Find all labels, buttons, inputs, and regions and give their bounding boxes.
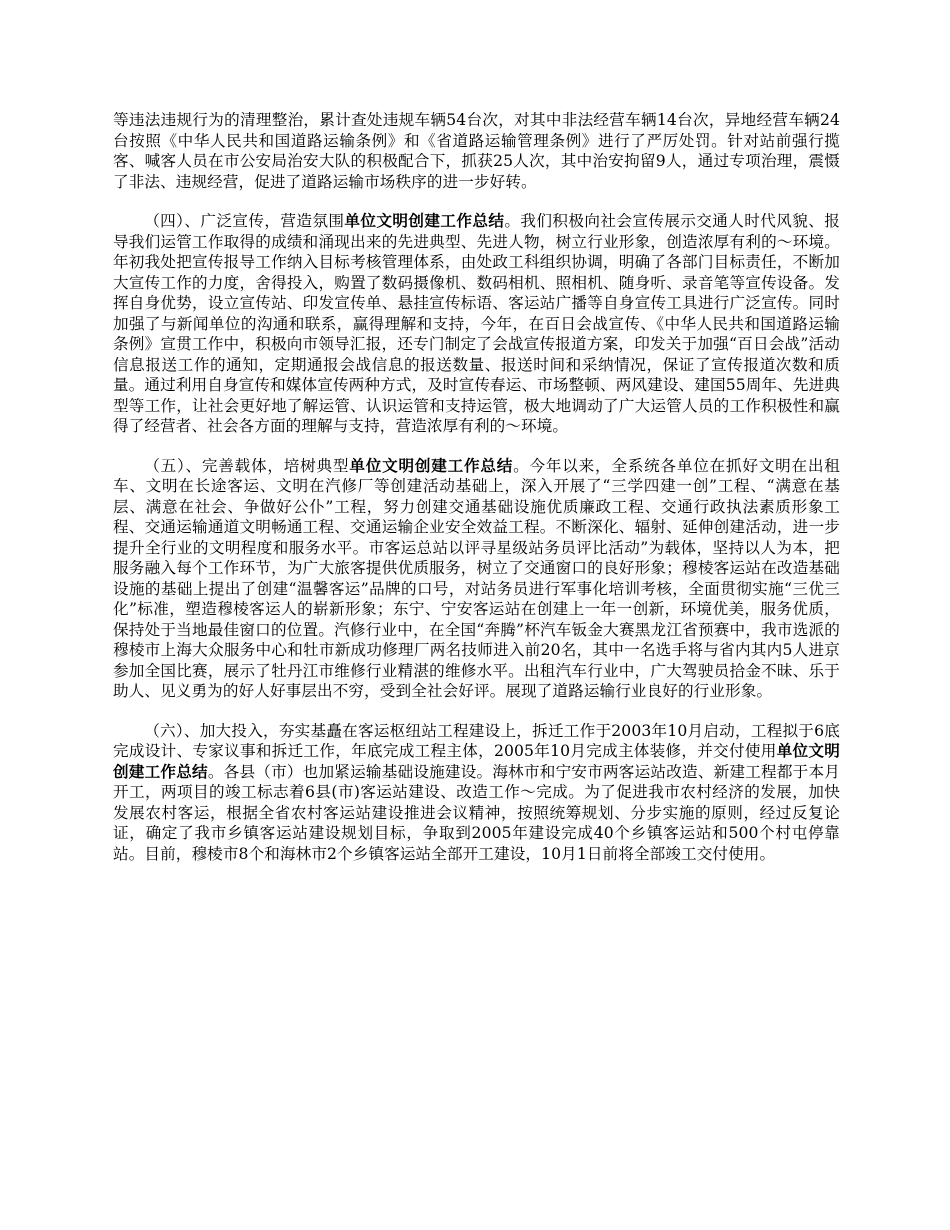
paragraph-investment xyxy=(113,721,840,865)
paragraph-publicity xyxy=(113,211,840,437)
bold-keyword: 单位文明创建工作总结 xyxy=(344,211,505,230)
paragraph-text: 。我们积极向社会宣传展示交通人时代风貌、报导我们运管工作取得的成绩和涌现出来的先进典型、先进人物，树立行业形象，创造浓厚有利的～环境。年初我处把宣传报导工作纳入目标考核管理体系，由处政工科组织协调，明确了各部门目标责任，不断加大宣传工作的力度，舍得投入，购置了数码摄像机、数码相机、照相机、随身听、录音笔等宣传设备。发挥自身优势，设立宣传站、印发宣传单、悬挂宣传标语、客运站广播等自身宣传工具进行广泛宣传。同时加强了与新闻单位的沟通和联系，赢得理解和支持，今年，在百日会战宣传、《中华人民共和国道路运输条例》宣贯工作中，积极向市领导汇报，还专门制定了会战宣传报道方案，印发关于加强“百日会战”活动信息报送工作的通知，定期通报会战信息的报送数量、报送时间和采纳情况，保证了宣传报道次数和质量。通过利用自身宣传和媒体宣传两种方式，及时宣传春运、市场整顿、两风建设、建国55周年、先进典型等工作，让社会更好地了解运管、认识运管和支持运管，极大地调动了广大运管人员的工作积极性和赢得了经营者、社会各方面的理解与支持，营造浓厚有利的～环境。 xyxy=(113,212,840,435)
bold-keyword: 单位文明创建工作总结 xyxy=(349,455,514,475)
paragraph-text: 。各县（市）也加紧运输基础设施建设。海林市和宁安市两客运站改造、新建工程都于本月开工，两项目的竣工标志着6县(市)客运站建设、改造工作～完成。为了促进我市农村经济的发展，加快发展农村客运，根据全省农村客运站建设推进会议精神，按照统筹规划、分步实施的原则，经过反复论证，确定了我市乡镇客运站建设规划目标，争取到2005年建设完成40个乡镇客运站和500个村屯停靠站。目前，穆棱市8个和海林市2个乡镇客运站全部开工建设，10月1日前将全部竣工交付使用。 xyxy=(113,762,840,863)
paragraph-text: （六）、加大投入，夯实基矗在客运枢纽站工程建设上，拆迁工作于2003年10月启动，工程拟于6底完成设计、专家议事和拆迁工作，年底完成工程主体，2005年10月完成主体装修，并交付使用 xyxy=(113,721,840,760)
paragraph-role-models xyxy=(113,456,840,702)
paragraph-text: 等违法违规行为的清理整治，累计查处违规车辆54台次，对其中非法经营车辆14台次，异地经营车辆24台按照《中华人民共和国道路运输条例》和《省道路运输管理条例》进行了严厉处罚。针对站前强行揽客、喊客人员在市公安局治安大队的积极配合下，抓获25人次，其中治安拘留9人，通过专项治理，震慑了非法、违规经营，促进了道路运输市场秩序的进一步好转。 xyxy=(113,111,840,191)
paragraph-text: 。今年以来，全系统各单位在抓好文明在出租车、文明在长途客运、文明在汽修厂等创建活动基础上，深入开展了“三学四建一创”工程、“满意在基层、满意在社会、争做好公仆”工程，努力创建交通基础设施优质廉政工程、交通行政执法素质形象工程、交通运输通道文明畅通工程、交通运输企业安全效益工程。不断深化、辐射、延伸创建活动，进一步提升全行业的文明程度和服务水平。市客运总站以评寻星级站务员评比活动”为载体，坚持以人为本，把服务融入每个工作环节，为广大旅客提供优质服务，树立了交通窗口的良好形象；穆棱客运站在改造基础设施的基础上提出了创建“温馨客运”品牌的口号，对站务员进行军事化培训考核，全面贯彻实施“三优三化”标准，塑造穆棱客运人的崭新形象；东宁、宁安客运站在创建上一年一创新，环境优美，服务优质，保持处于当地最佳窗口的位置。汽修行业中，在全国“奔腾”杯汽车钣金大赛黑龙江省预赛中，我市选派的穆棱市上海大众服务中心和牡市新成功修理厂两名技师进入前20名，其中一名选手将与省内其内5人进京参加全国比赛，展示了牡丹江市维修行业精湛的维修水平。出租汽车行业中，广大驾驶员拾金不昧、乐于助人、见义勇为的好人好事层出不穷，受到全社会好评。展现了道路运输行业良好的行业形象。 xyxy=(113,456,840,700)
document-page xyxy=(113,110,840,883)
paragraph-enforcement-continued xyxy=(113,110,840,192)
paragraph-text: （四）、广泛宣传，营造氛围 xyxy=(144,212,345,230)
paragraph-text: （五）、完善载体，培树典型 xyxy=(144,456,350,475)
bold-keyword: 单位文明创建工作总结 xyxy=(113,741,840,781)
